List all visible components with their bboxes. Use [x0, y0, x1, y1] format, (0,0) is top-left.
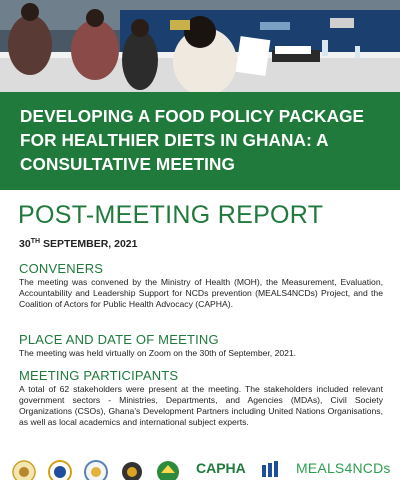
capha-logo: CAPHA — [196, 460, 246, 476]
green-emblem-logo — [157, 461, 179, 480]
section-title: MEETING PARTICIPANTS — [19, 368, 179, 383]
banner-title: DEVELOPING A FOOD POLICY PACKAGE FOR HEALTHIER DIETS IN GHANA: A CONSULTATIVE MEETING — [20, 106, 365, 174]
meals4ncds-logo: MEALS4NCDs — [296, 460, 391, 476]
partner-logos-strip — [0, 458, 400, 480]
section-body: The meeting was held virtually on Zoom on the 30th of September, 2021. — [19, 348, 297, 358]
section-place-date — [19, 332, 383, 359]
bars-icon — [262, 461, 282, 480]
section-conveners — [19, 261, 383, 310]
date-suffix: TH — [30, 238, 41, 245]
report-date — [19, 235, 137, 251]
university-seal-logo — [85, 461, 107, 480]
ghana-coat-of-arms-logo — [13, 461, 35, 480]
meeting-photo-illustration — [0, 0, 400, 96]
gear-emblem-logo — [122, 462, 142, 480]
partner-seal-logos — [0, 458, 190, 480]
section-participants — [19, 368, 383, 428]
date-day: 30 — [19, 238, 31, 250]
ministry-seal-logo — [49, 461, 71, 480]
section-title: PLACE AND DATE OF MEETING — [19, 332, 219, 347]
section-title: CONVENERS — [19, 261, 104, 276]
date-rest: SEPTEMBER, 2021 — [40, 238, 138, 250]
section-body: The meeting was convened by the Ministry of Health (MOH), the Measurement, Evaluation, Accountability and Leadership Support for NCDs prevention (MEALS4NCDs) Project, and the Coalition of Actors for Public Health Advocacy (CAPHA). — [19, 277, 383, 309]
report-title: POST-MEETING REPORT — [18, 201, 324, 229]
header-photo — [0, 0, 400, 96]
section-body: A total of 62 stakeholders were present at the meeting. The stakeholders included relevant government sectors - Ministries, Departments, and Agencies (MDAs), Civil Society Organizations (CSOs), Ghana’s Development Partners including United Nations Organisations, as well as local academics and international subject experts. — [19, 384, 383, 427]
